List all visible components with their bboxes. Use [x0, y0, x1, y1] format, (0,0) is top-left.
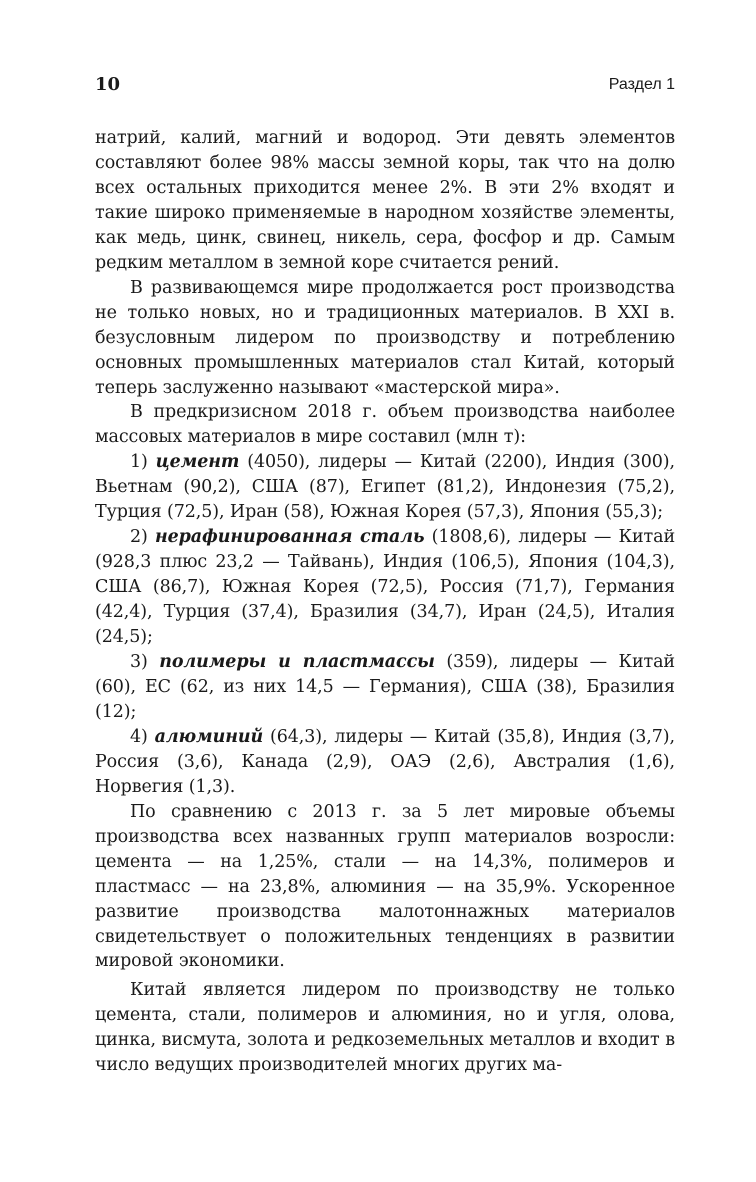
running-header	[95, 74, 675, 98]
section-title: Раздел 1	[608, 76, 675, 93]
body-text	[95, 126, 675, 1078]
paragraph: Китай является лидером по производству не только цемента, стали, полимеров и алюминия, но и угля, олова, цинка, висмута, золота и редкоземельных металлов и входит в число ведущих производителей многих других ма-	[95, 980, 675, 1076]
term-steel: нерафинированная сталь	[154, 527, 425, 548]
paragraph: В развивающемся мире продолжается рост производства не только новых, но и традиционных материалов. В XXI в. безусловным лидером по производству и потреблению основных промышленных материалов стал Китай, который теперь заслуженно называют «мастерской мира».	[95, 277, 675, 398]
list-item-polymers: 3) полимеры и пластмассы (359), лидеры — Китай (60), ЕС (62, из них 14,5 — Германия), США (38), Бразилия (12);	[95, 652, 675, 722]
paragraph: В предкризисном 2018 г. объем производства наиболее массовых материалов в мире составил (млн т):	[95, 402, 675, 448]
term-polymers: полимеры и пластмассы	[159, 652, 435, 673]
paragraph: По сравнению с 2013 г. за 5 лет мировые объемы производства всех названных групп материалов возросли: цемента — на 1,25%, стали — на 14,3%, полимеров и пластмасс — на 23,8%, алюминия — на 35,9%. Ускоренное развитие производства малотоннажных материалов свидетельствует о положительных тенденциях в развитии мировой экономики.	[95, 801, 675, 972]
list-item-aluminium: 4) алюминий (64,3), лидеры — Китай (35,8), Индия (3,7), Россия (3,6), Канада (2,9), ОАЭ (2,6), Австралия (1,6), Норвегия (1,3).	[95, 726, 675, 797]
term-aluminium: алюминий	[154, 726, 264, 747]
page-number: 10	[95, 74, 121, 95]
paragraph-continuation: натрий, калий, магний и водород. Эти девять элементов составляют более 98% массы земной коры, так что на долю всех остальных приходится менее 2%. В эти 2% входят и такие широко применяемые в народном хозяйстве элементы, как медь, цинк, свинец, никель, сера, фосфор и др. Самым редким металлом в земной коре считается рений.	[95, 128, 675, 273]
list-item-steel: 2) нерафинированная сталь (1808,6), лидеры — Китай (928,3 плюс 23,2 — Тайвань), Индия (106,5), Япония (104,3), США (86,7), Южная Корея (72,5), Россия (71,7), Германия (42,4), Турция (37,4), Бразилия (34,7), Иран (24,5), Италия (24,5);	[95, 527, 676, 648]
term-cement: цемент	[155, 452, 240, 473]
list-item-cement: 1) цемент (4050), лидеры — Китай (2200), Индия (300), Вьетнам (90,2), США (87), Египет (81,2), Индонезия (75,2), Турция (72,5), Иран (58), Южная Корея (57,3), Япония (55,3);	[95, 452, 675, 523]
